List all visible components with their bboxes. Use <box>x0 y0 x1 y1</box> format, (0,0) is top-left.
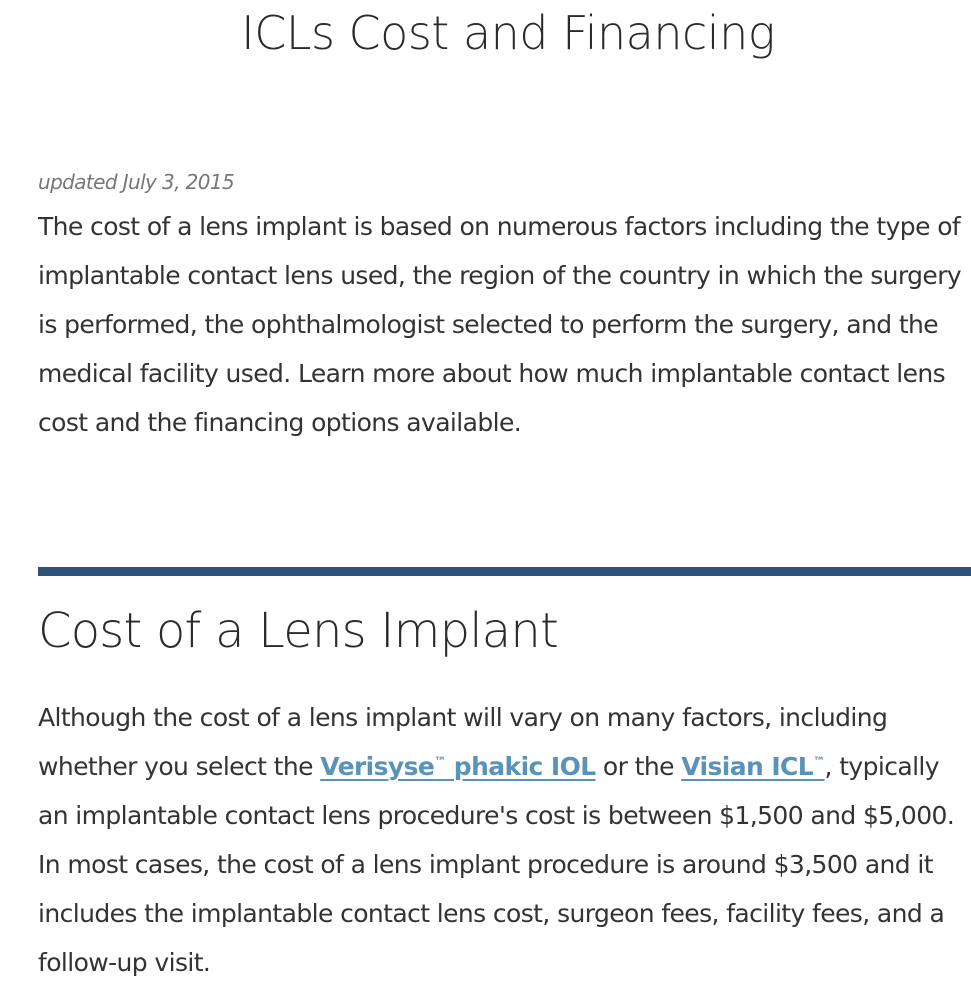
verisyse-phakic-iol-link[interactable] <box>320 752 595 781</box>
page-title: ICLs Cost and Financing <box>241 6 775 60</box>
trademark-mark: ™ <box>434 754 446 769</box>
section-divider <box>38 567 971 576</box>
cost-paragraph <box>38 693 968 987</box>
cost-text-part-1: Although the cost of a lens implant will vary on many factors, including whether you select the <box>38 703 888 781</box>
updated-date: updated July 3, 2015 <box>38 170 235 194</box>
visian-icl-link[interactable] <box>681 752 824 781</box>
trademark-mark: ™ <box>813 754 825 769</box>
intro-paragraph: The cost of a lens implant is based on numerous factors including the type of implantable contact lens used, the region of the country in which the surgery is performed, the ophthalmologist selected to perform the surgery, and the medical facility used. Learn more about how much implantable contact lens cost and the financing options available. <box>38 212 962 437</box>
section-heading: Cost of a Lens Implant <box>38 603 559 659</box>
verisyse-link-label: Verisyse <box>320 752 435 781</box>
cost-text-part-3: , typically an implantable contact lens procedure's cost is between $1,500 and $5,000. In most cases, the cost of a lens implant procedure is around $3,500 and it includes the implantable contact lens cost, surgeon fees, facility fees, and a follow-up visit. <box>38 752 955 977</box>
verisyse-link-tail: phakic IOL <box>445 752 596 781</box>
cost-text-part-2: or the <box>595 752 682 781</box>
visian-link-label: Visian ICL <box>681 752 814 781</box>
